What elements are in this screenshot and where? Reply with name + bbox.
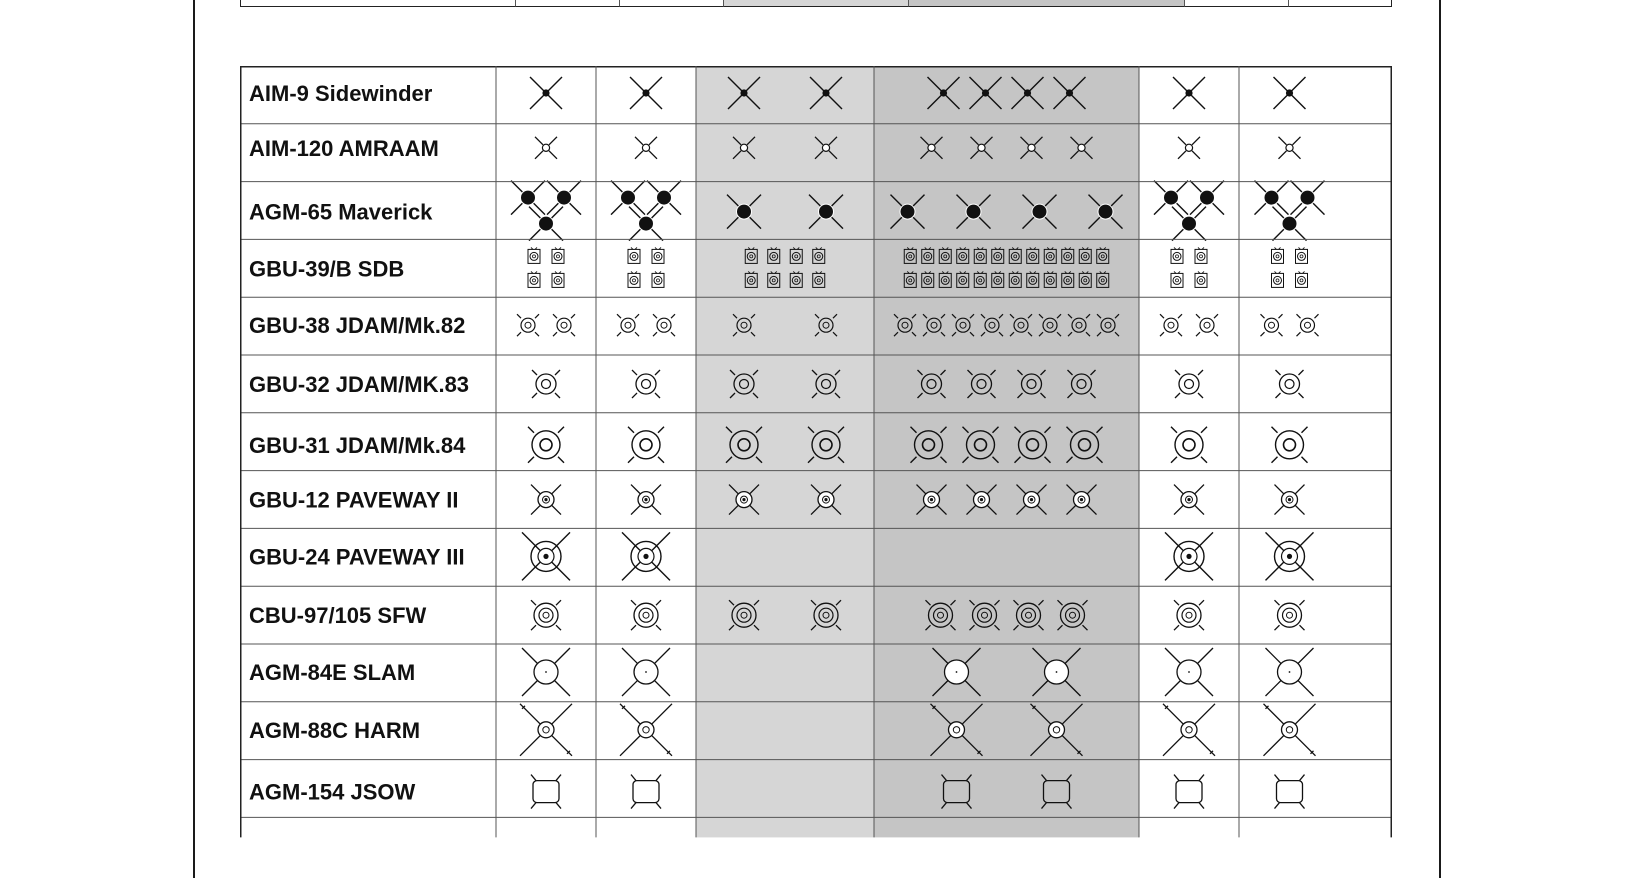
sdb-icon [1171,247,1183,263]
loadout-cell [532,370,560,398]
loadout-cell [1274,77,1306,109]
gbu32-icon [1175,370,1203,398]
loadout-cell [1279,137,1301,159]
loadout-cell [635,137,657,159]
loadout-cell [1171,427,1207,463]
aim120-icon [1178,137,1200,159]
gbu24-icon [522,532,570,580]
sdb-icon [528,247,540,263]
agm65-icon [511,181,545,215]
agm65-icon [629,207,663,241]
gbu31-icon [628,427,664,463]
loadout-cell [522,532,570,580]
loadout-cell [1175,370,1203,398]
gbu32-icon [632,370,660,398]
loadout-cell [522,648,570,696]
loadout-cell [535,137,557,159]
loadout-cell [531,600,561,630]
gbu38-icon [1196,314,1218,336]
loadout-cell [1174,775,1204,809]
loadout-cell [1165,648,1213,696]
cbu97-icon [531,600,561,630]
loadout-cell [517,314,575,336]
agm65-icon [611,181,645,215]
loadout-cell [530,77,562,109]
harm-icon [520,704,572,756]
loadout-cell [1171,247,1207,287]
cbu97-icon [1275,600,1305,630]
cbu97-icon [631,600,661,630]
sdb-icon [652,271,664,287]
loadout-cell [628,427,664,463]
row-label: AGM-88C HARM [249,717,421,743]
agm65-icon [529,207,563,241]
loadout-cell [1266,532,1314,580]
loadout-cell [622,648,670,696]
row-label: GBU-39/B SDB [249,256,405,282]
row-label: AIM-120 AMRAAM [249,135,439,161]
loadout-cell [528,427,564,463]
gbu31-icon [1171,427,1207,463]
sdb-icon [1195,271,1207,287]
loadout-cell [1178,137,1200,159]
jsow-icon [1174,775,1204,809]
gbu32-icon [1276,370,1304,398]
jsow-icon [531,775,561,809]
loadout-cell [531,485,561,515]
gbu31-icon [1272,427,1308,463]
gbu12-icon [531,485,561,515]
gbu24-icon [1266,532,1314,580]
agm65-icon [1154,181,1188,215]
row-label: AGM-84E SLAM [249,660,416,685]
aim9-icon [1274,77,1306,109]
slam-icon [1165,648,1213,696]
row-label: AGM-154 JSOW [249,779,416,805]
loadout-cell [1272,427,1308,463]
aim120-icon [535,137,557,159]
gbu38-icon [653,314,675,336]
gbu38-icon [517,314,539,336]
sdb-icon [552,247,564,263]
aim9-icon [530,77,562,109]
loadout-cell [628,247,664,287]
gbu38-icon [1261,314,1283,336]
loadout-cell [520,704,572,756]
loadout-cell [1173,77,1205,109]
aim120-icon [635,137,657,159]
aim9-icon [630,77,662,109]
loadout-cell [511,181,581,241]
loadout-cell [1163,704,1215,756]
gbu12-icon [1174,485,1204,515]
sdb-icon [1195,247,1207,263]
loadout-cell [622,532,670,580]
gbu24-icon [622,532,670,580]
gbu38-icon [1297,314,1319,336]
loadout-cell [1154,181,1224,241]
sdb-icon [1272,271,1284,287]
agm65-icon [1172,207,1206,241]
agm65-icon [647,181,681,215]
loadout-cell [620,704,672,756]
sdb-icon [652,247,664,263]
loadout-cell [1264,704,1316,756]
loadout-cell [1276,370,1304,398]
loadout-cell [631,600,661,630]
loadout-cell [1174,600,1204,630]
row-label: GBU-12 PAVEWAY II [249,487,459,513]
sdb-icon [628,247,640,263]
row-label: GBU-32 JDAM/MK.83 [249,372,470,397]
gbu38-icon [1160,314,1182,336]
agm65-icon [1190,181,1224,215]
gbu12-icon [631,485,661,515]
slam-icon [1266,648,1314,696]
loadout-cell [617,314,675,336]
loadout-cell [1272,247,1308,287]
sdb-icon [1272,247,1284,263]
gbu32-icon [532,370,560,398]
loadout-cell [528,247,564,287]
loadout-cell [1261,314,1319,336]
agm65-icon [1273,207,1307,241]
gbu38-icon [553,314,575,336]
loadout-cell [1160,314,1218,336]
loadout-cell [1165,532,1213,580]
slam-icon [522,648,570,696]
sdb-icon [528,271,540,287]
harm-icon [620,704,672,756]
previous-table-edge [240,0,1392,8]
sdb-icon [552,271,564,287]
loadout-cell [1266,648,1314,696]
jsow-icon [1275,775,1305,809]
row-label: GBU-38 JDAM/Mk.82 [249,313,466,339]
loadout-cell [1275,775,1305,809]
row-label: GBU-24 PAVEWAY III [249,544,465,570]
aim9-icon [1173,77,1205,109]
harm-icon [1264,704,1316,756]
row-label: GBU-31 JDAM/Mk.84 [249,432,466,458]
loadout-cell [1255,181,1325,241]
row-label: AIM-9 Sidewinder [249,81,433,106]
jsow-icon [631,775,661,809]
loadout-cell [630,77,662,109]
loadout-cell [631,485,661,515]
loadout-cell [1174,485,1204,515]
agm65-icon [547,181,581,215]
weapons-loadout-table [240,66,1392,866]
loadout-cell [531,775,561,809]
harm-icon [1163,704,1215,756]
sdb-icon [1296,247,1308,263]
gbu31-icon [528,427,564,463]
cbu97-icon [1174,600,1204,630]
loadout-cell [632,370,660,398]
sdb-icon [1171,271,1183,287]
sdb-icon [628,271,640,287]
loadout-cell [631,775,661,809]
loadout-cell [611,181,681,241]
agm65-icon [1291,181,1325,215]
gbu24-icon [1165,532,1213,580]
agm65-icon [1255,181,1289,215]
slam-icon [622,648,670,696]
aim120-icon [1279,137,1301,159]
gbu38-icon [617,314,639,336]
gbu12-icon [1275,485,1305,515]
sdb-icon [1296,271,1308,287]
row-label: AGM-65 Maverick [249,199,433,225]
row-label: CBU-97/105 SFW [249,603,427,629]
loadout-cell [1275,600,1305,630]
loadout-cell [1275,485,1305,515]
